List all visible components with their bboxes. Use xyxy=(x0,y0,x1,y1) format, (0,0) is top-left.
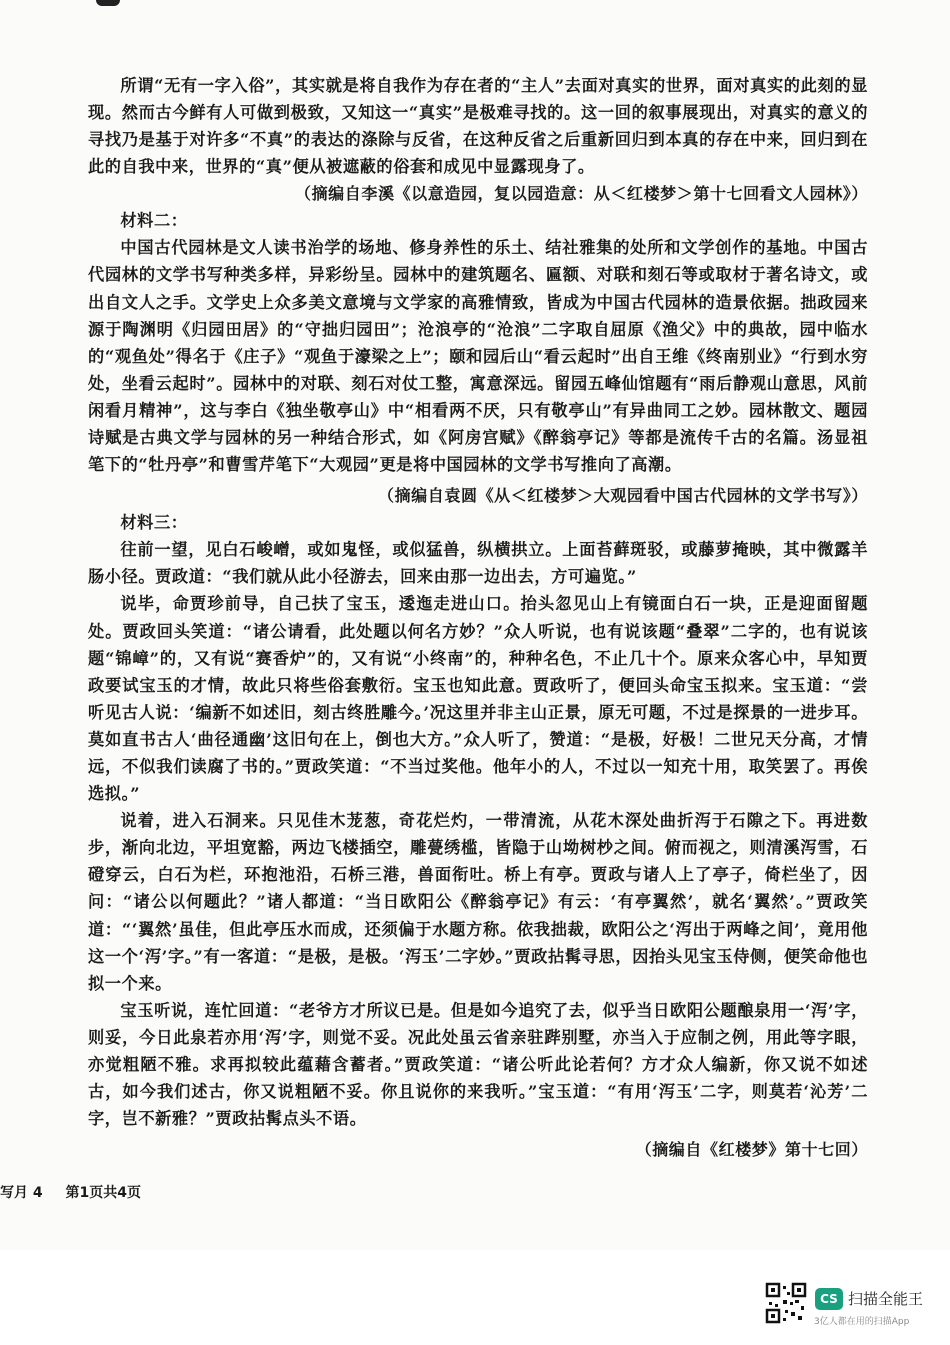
material2-heading: 材料二： xyxy=(120,211,188,231)
camscanner-tagline: 3亿人都在用的扫描App xyxy=(814,1317,910,1327)
camscanner-name: 扫描全能王 xyxy=(848,1290,924,1308)
material3-paragraph: 说毕，命贾珍前导，自己扶了宝玉，逶迤走进山口。抬头忽见山上有镜面白石一块，正是迎面留题处。贾政回头笑道：“诸公请看，此处题以何名方妙？”众人听说，也有说该题“叠翠”二字的，也有说该题“锦嶂”的，又有说“赛香炉”的，又有说“小终南”的，种种名色，不止几十个。原来众客心中，早知贾政要试宝玉的才情，故此只将些俗套敷衍。宝玉也知此意。贾政听了，便回头命宝玉拟来。宝玉道：“尝听见古人说：‘编新不如述旧，刻古终胜雕今。’况这里并非主山正景，原无可题，不过是探景的一进步耳。莫如直书古人‘曲径通幽’这旧句在上，倒也大方。”众人听了，赞道：“是极，好极！二世兄天分高，才情远，不似我们读腐了书的。”贾政笑道：“不当过奖他。他年小的人，不过以一知充十用，取笑罢了。再俟选拟。” xyxy=(88,594,868,804)
material3-paragraph: 宝玉听说，连忙回道：“老爷方才所议已是。但是如今追究了去，似乎当日欧阳公题酿泉用一‘泻’字，则妥，今日此泉若亦用‘泻’字，则觉不妥。况此处虽云省亲驻跸别墅，亦当入于应制之例，用此等字眼，亦觉粗陋不雅。求再拟较此蕴藉含蓄者。”贾政笑道：“诸公听此论若何？方才众人编新，你又说不如述古，如今我们述古，你又说粗陋不妥。你且说你的来我听。”宝玉道：“有用‘泻玉’二字，则莫若‘沁芳’二字，岂不新雅？”贾政拈髯点头不语。 xyxy=(88,1000,868,1129)
material3-paragraph: 说着，进入石洞来。只见佳木茏葱，奇花烂灼，一带清流，从花木深处曲折泻于石隙之下。再进数步，渐向北边，平坦宽豁，两边飞楼插空，雕甍绣槛，皆隐于山坳树杪之间。俯而视之，则清溪泻雪，石磴穿云，白石为栏，环抱池沿，石桥三港，兽面衔吐。桥上有亭。贾政与诸人上了亭子，倚栏坐了，因问：“诸公以何题此？”诸人都道：“当日欧阳公《醉翁亭记》有云：‘有亭翼然’，就名‘翼然’。”贾政笑道：“‘翼然’虽佳，但此亭压水而成，还须偏于水题方称。依我拙裁，欧阳公之‘泻出于两峰之间’，竟用他这一个‘泻’字。”有一客道：“是极，是极。‘泻玉’二字妙。”贾政拈髯寻思，因抬头见宝玉侍侧，便笑命他也拟一个来。 xyxy=(88,811,868,993)
material1-source: （摘编自李溪《以意造园，复以园造意：从＜红楼梦＞第十七回看文人园林》） xyxy=(294,184,868,204)
footer-code: 写月 4 xyxy=(0,1185,43,1201)
scan-mark xyxy=(96,0,120,6)
qr-code-icon xyxy=(765,1282,807,1324)
camscanner-logo: CS xyxy=(815,1288,843,1310)
document-body xyxy=(88,72,868,1163)
material2-paragraph: 中国古代园林是文人读书治学的场地、修身养性的乐土、结社雅集的处所和文学创作的基地。中国古代园林的文学书写种类多样，异彩纷呈。园林中的建筑题名、匾额、对联和刻石等或取材于著名诗文，或出自文人之手。文学史上众多美文意境与文学家的高雅情致，皆成为中国古代园林的造景依据。拙政园来源于陶渊明《归园田居》的“守拙归园田”；沧浪亭的“沧浪”二字取自屈原《渔父》中的典故，园中临水的“观鱼处”得名于《庄子》“观鱼于濠梁之上”；颐和园后山“看云起时”出自王维《终南别业》“行到水穷处，坐看云起时”。园林中的对联、刻石对仗工整，寓意深远。留园五峰仙馆题有“雨后静观山意思，风前闲看月精神”，这与李白《独坐敬亭山》中“相看两不厌，只有敬亭山”有异曲同工之妙。园林散文、题园诗赋是古典文学与园林的另一种结合形式，如《阿房宫赋》《醉翁亭记》等都是流传千古的名篇。汤显祖笔下的“牡丹亭”和曹雪芹笔下“大观园”更是将中国园林的文学书写推向了高潮。 xyxy=(88,238,868,475)
material3-heading: 材料三： xyxy=(120,513,188,533)
material2-source: （摘编自袁圆《从＜红楼梦＞大观园看中国古代园林的文学书写》） xyxy=(377,486,868,506)
material1-paragraph: 所谓“无有一字入俗”，其实就是将自我作为存在者的“主人”去面对真实的世界，面对真实的此刻的显现。然而古今鲜有人可做到极致，又知这一“真实”是极难寻找的。这一回的叙事展现出，对真实的意义的寻找乃是基于对许多“不真”的表达的涤除与反省，在这种反省之后重新回归到本真的存在中来，回归到在此的自我中来，世界的“真”便从被遮蔽的俗套和成见中显露现身了。 xyxy=(88,76,868,177)
material3-paragraph: 往前一望，见白石峻嶒，或如鬼怪，或似猛兽，纵横拱立。上面苔藓斑驳，或藤萝掩映，其中微露羊肠小径。贾政道：“我们就从此小径游去，回来由那一边出去，方可遍览。” xyxy=(88,540,868,587)
page-footer xyxy=(0,1182,400,1202)
material3-source: （摘编自《红楼梦》第十七回） xyxy=(635,1140,868,1160)
footer-page-info: 第1页共4页 xyxy=(65,1185,141,1201)
